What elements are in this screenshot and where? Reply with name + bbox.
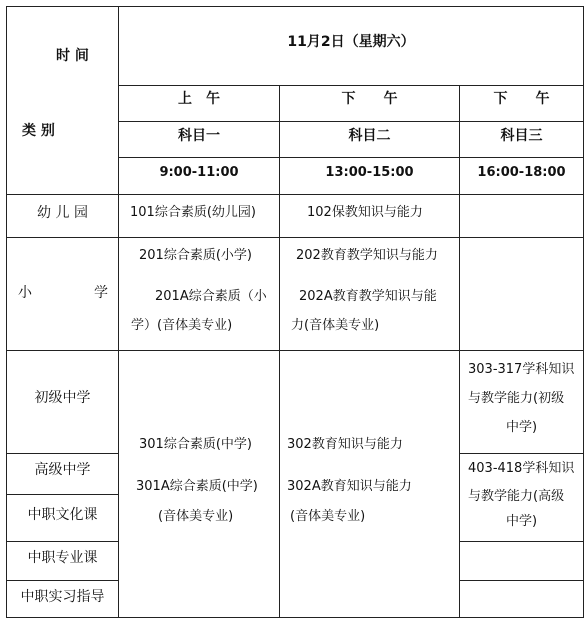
row-line-s3-3 [459, 580, 584, 581]
corner-label-category: 类 别 [22, 123, 55, 139]
secondary-subject-2-b2: (音体美专业) [290, 509, 366, 524]
table-border-top [6, 6, 584, 7]
category-senior-middle: 高级中学 [34, 462, 91, 478]
category-junior-middle: 初级中学 [34, 390, 91, 406]
category-kindergarten: 幼 儿 园 [37, 205, 88, 221]
row-line-cat-2 [6, 494, 119, 495]
category-vocational-major: 中职专业课 [27, 550, 98, 566]
header-line-3 [118, 157, 584, 158]
category-primary-left: 小 [18, 285, 32, 301]
senior-subject-3-line-1: 403-418学科知识 [468, 461, 575, 476]
junior-subject-3-line-1: 303-317学科知识 [468, 362, 575, 377]
row-line-cat-3 [6, 541, 119, 542]
primary-subject-1-a: 201综合素质(小学) [139, 248, 252, 263]
kindergarten-subject-1: 101综合素质(幼儿园) [130, 205, 256, 220]
table-border-left [6, 6, 7, 618]
row-line-s3-1 [459, 453, 584, 454]
junior-subject-3-line-2: 与教学能力(初级 [468, 391, 565, 406]
category-vocational-practice: 中职实习指导 [20, 589, 105, 605]
period-2: 下 午 [341, 91, 398, 107]
row-line-primary-end [6, 350, 584, 351]
table-border-right [583, 6, 584, 618]
row-line-cat-4 [6, 580, 119, 581]
primary-subject-2-b2: 力(音体美专业) [291, 318, 380, 333]
primary-subject-1-b1: 201A综合素质（小 [155, 289, 267, 304]
kindergarten-subject-2: 102保教知识与能力 [307, 205, 423, 220]
table-border-bottom [6, 617, 584, 618]
senior-subject-3-line-3: 中学) [505, 514, 538, 529]
secondary-subject-1-b1: 301A综合素质(中学) [136, 479, 258, 494]
header-line-1 [118, 85, 584, 86]
subject-3-title: 科目三 [500, 128, 543, 144]
period-1: 上 午 [178, 91, 220, 107]
junior-subject-3-line-3: 中学) [505, 420, 538, 435]
subject-2-title: 科目二 [348, 128, 391, 144]
corner-label-time: 时 间 [56, 48, 89, 64]
row-line-header-end [6, 194, 584, 195]
secondary-subject-2-a: 302教育知识与能力 [287, 437, 403, 452]
senior-subject-3-line-2: 与教学能力(高级 [468, 489, 565, 504]
period-3: 下 午 [493, 91, 550, 107]
category-primary-right: 学 [94, 285, 108, 301]
secondary-subject-1-b2: (音体美专业) [158, 509, 234, 524]
header-line-2 [118, 121, 584, 122]
subject-1-title: 科目一 [178, 128, 220, 144]
row-line-s3-2 [459, 541, 584, 542]
primary-subject-2-a: 202教育教学知识与能力 [296, 248, 438, 263]
time-slot-3: 16:00-18:00 [477, 165, 566, 180]
row-line-cat-1 [6, 453, 119, 454]
secondary-subject-2-b1: 302A教育知识与能力 [287, 479, 412, 494]
exam-date: 11月2日（星期六） [287, 34, 415, 50]
primary-subject-1-b2: 学）(音体美专业) [131, 318, 233, 333]
row-line-kindergarten-end [6, 237, 584, 238]
time-slot-2: 13:00-15:00 [325, 165, 414, 180]
time-slot-1: 9:00-11:00 [159, 165, 239, 180]
secondary-subject-1-a: 301综合素质(中学) [139, 437, 252, 452]
category-vocational-culture: 中职文化课 [27, 507, 98, 523]
primary-subject-2-b1: 202A教育教学知识与能 [299, 289, 437, 304]
